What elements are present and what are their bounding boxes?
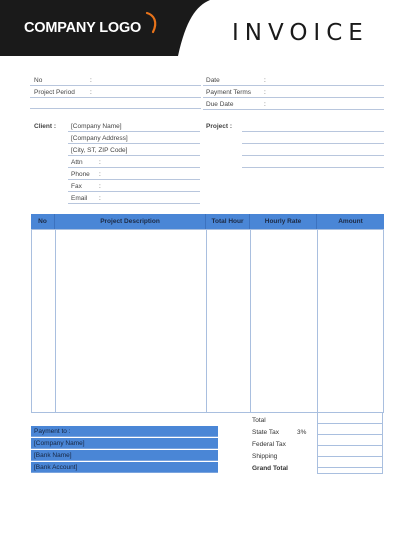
col-divider-no xyxy=(55,229,56,413)
client-company-name[interactable]: [Company Name] xyxy=(71,123,122,130)
col-divider-total-hour xyxy=(250,229,251,413)
state-tax-value-box[interactable] xyxy=(317,424,383,435)
fax-label: Fax xyxy=(71,183,82,190)
shipping-value-box[interactable] xyxy=(317,446,383,457)
no-label: No xyxy=(34,77,43,84)
phone-colon: : xyxy=(99,171,101,178)
attn-colon: : xyxy=(99,159,101,166)
project-period-colon: : xyxy=(90,89,92,96)
payment-terms-label: Payment Terms xyxy=(206,89,252,96)
date-colon: : xyxy=(264,77,266,84)
client-company-name-line xyxy=(68,131,200,132)
due-date-colon: : xyxy=(264,101,266,108)
grand-total-label: Grand Total xyxy=(252,465,288,472)
col-header-amount: Amount xyxy=(317,214,384,229)
payment-bank-account[interactable]: [Bank Account] xyxy=(31,462,218,473)
date-line xyxy=(203,85,384,86)
col-header-total-hour: Total Hour xyxy=(206,214,250,229)
client-label: Client : xyxy=(34,123,57,130)
email-label: Email xyxy=(71,195,88,202)
no-line xyxy=(30,85,201,86)
due-date-label: Due Date xyxy=(206,101,234,108)
no-colon: : xyxy=(90,77,92,84)
fax-colon: : xyxy=(99,183,101,190)
client-company-address[interactable]: [Company Address] xyxy=(71,135,128,142)
project-line-2 xyxy=(242,143,384,144)
phone-label: Phone xyxy=(71,171,90,178)
email-line xyxy=(68,203,200,204)
phone-line xyxy=(68,179,200,180)
col-divider-description xyxy=(206,229,207,413)
attn-line xyxy=(68,167,200,168)
project-line-3 xyxy=(242,155,384,156)
shipping-label: Shipping xyxy=(252,453,278,460)
date-label: Date xyxy=(206,77,220,84)
federal-tax-label: Federal Tax xyxy=(252,441,286,448)
due-date-line xyxy=(203,109,384,110)
payment-terms-colon: : xyxy=(264,89,266,96)
col-header-description: Project Description xyxy=(55,214,206,229)
client-company-address-line xyxy=(68,143,200,144)
payment-company-name[interactable]: [Company Name] xyxy=(31,438,218,449)
info-left-bottom-line xyxy=(30,108,201,109)
col-divider-hourly-rate xyxy=(317,229,318,413)
payment-to-label: Payment to : xyxy=(31,426,218,437)
project-label: Project : xyxy=(206,123,233,130)
grand-total-value-box[interactable] xyxy=(317,457,383,468)
project-line-4 xyxy=(242,167,384,168)
col-header-hourly-rate: Hourly Rate xyxy=(250,214,317,229)
state-tax-label: State Tax xyxy=(252,429,279,436)
items-table-body[interactable] xyxy=(31,229,384,413)
col-header-no: No xyxy=(31,214,55,229)
totals-bottom-box xyxy=(317,468,383,474)
invoice-title: INVOICE xyxy=(232,20,369,46)
company-logo: COMPANY LOGO xyxy=(24,20,142,36)
fax-line xyxy=(68,191,200,192)
client-city-line[interactable]: [City, ST, ZIP Code] xyxy=(71,147,128,154)
payment-terms-line xyxy=(203,97,384,98)
project-period-label: Project Period xyxy=(34,89,75,96)
project-period-line xyxy=(30,97,201,98)
state-tax-rate: 3% xyxy=(297,429,307,436)
payment-bank-name[interactable]: [Bank Name] xyxy=(31,450,218,461)
project-line-1 xyxy=(242,131,384,132)
total-label: Total xyxy=(252,417,266,424)
client-city-underline xyxy=(68,155,200,156)
federal-tax-value-box[interactable] xyxy=(317,435,383,446)
attn-label: Attn xyxy=(71,159,83,166)
email-colon: : xyxy=(99,195,101,202)
total-value-box[interactable] xyxy=(317,413,383,424)
